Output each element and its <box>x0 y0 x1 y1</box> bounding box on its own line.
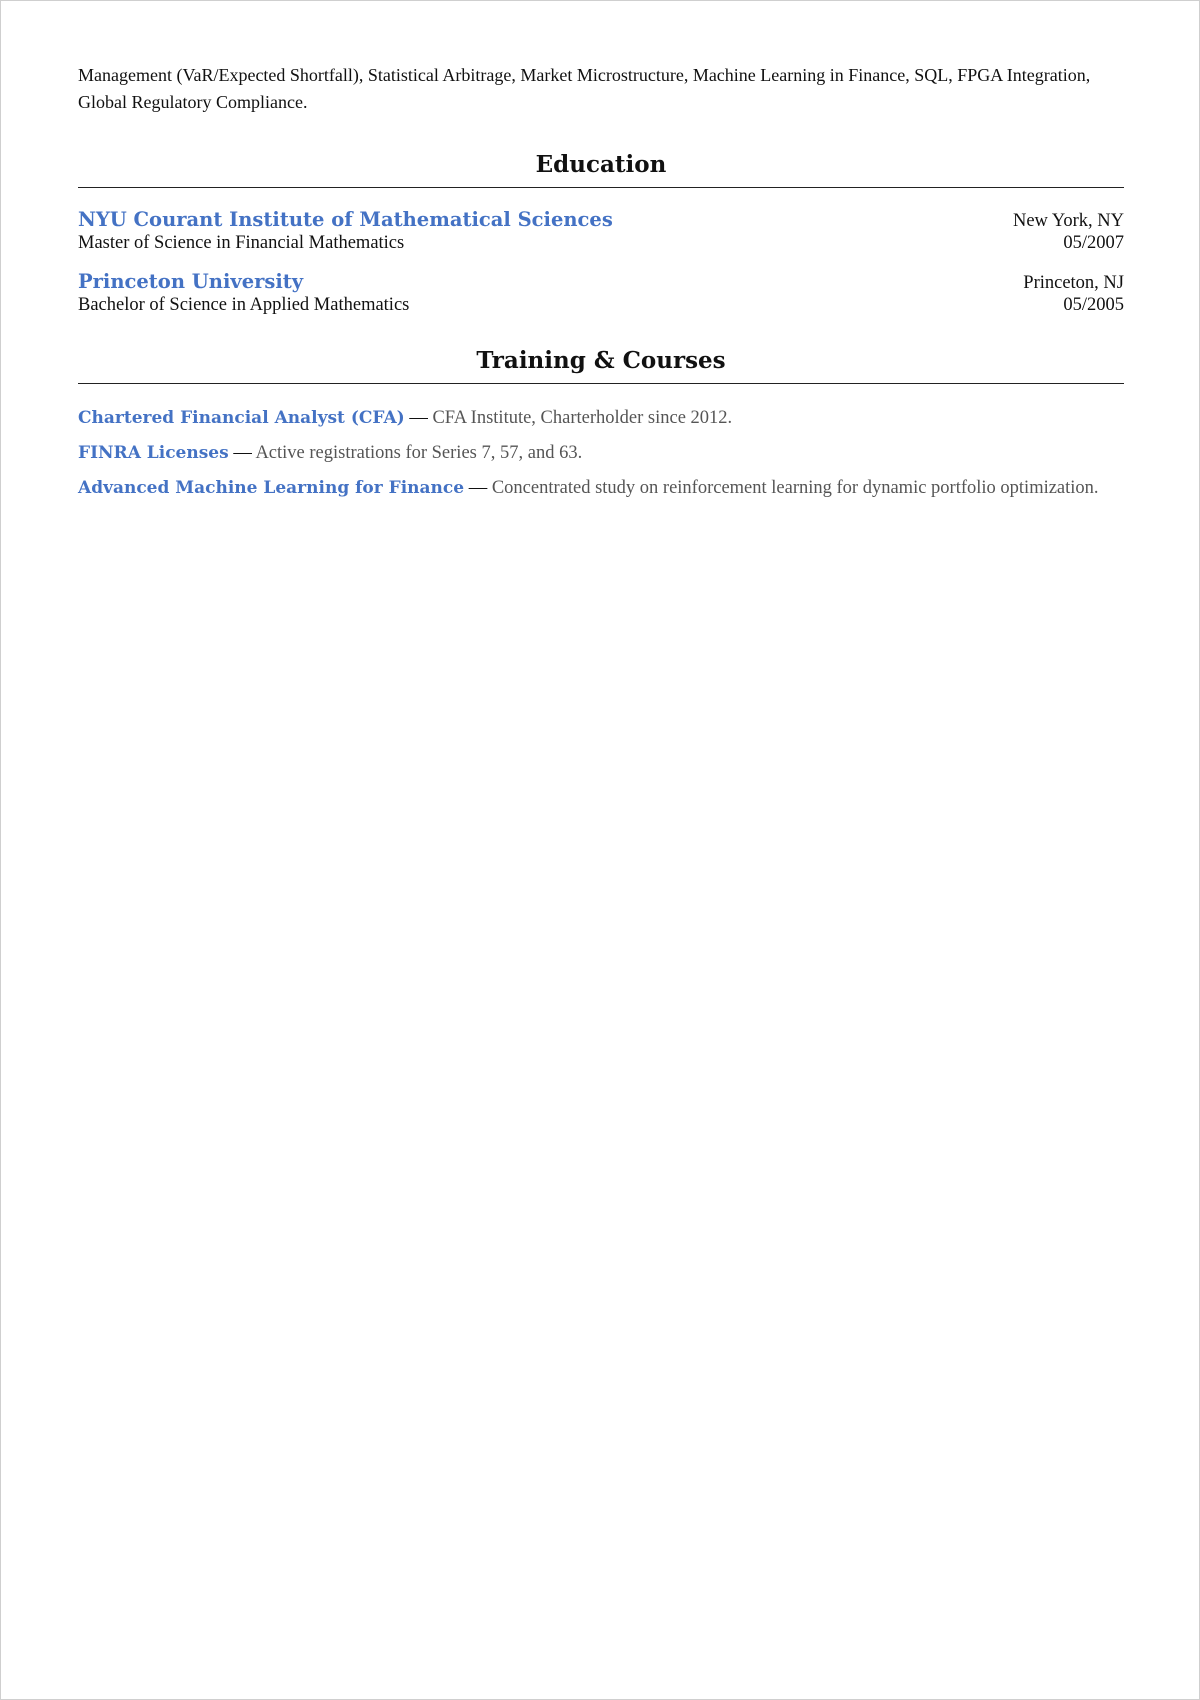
education-location: Princeton, NJ <box>1023 273 1124 293</box>
training-item <box>78 442 1124 464</box>
education-divider <box>78 187 1124 188</box>
education-entry <box>78 271 1124 316</box>
education-date: 05/2007 <box>1063 233 1124 253</box>
training-item-description: Active registrations for Series 7, 57, and 63. <box>255 443 583 463</box>
training-item-separator: — <box>468 478 492 498</box>
education-school: NYU Courant Institute of Mathematical Sciences <box>78 208 613 231</box>
skills-continuation-text: Management (VaR/Expected Shortfall), Statistical Arbitrage, Market Microstructure, Machine Learning in Finance, SQL, FPGA Integration, Global Regulatory Compliance. <box>78 65 1091 112</box>
education-location: New York, NY <box>1012 211 1124 231</box>
training-heading: Training & Courses <box>476 347 726 374</box>
education-school: Princeton University <box>78 270 304 293</box>
training-item-separator: — <box>233 443 256 463</box>
training-item-description: CFA Institute, Charterholder since 2012. <box>432 408 733 428</box>
training-item-title: Chartered Financial Analyst (CFA) <box>78 408 405 428</box>
education-degree: Bachelor of Science in Applied Mathematics <box>78 295 410 315</box>
education-heading: Education <box>535 151 667 178</box>
training-item-title: Advanced Machine Learning for Finance <box>78 478 465 498</box>
training-item-title: FINRA Licenses <box>78 443 229 463</box>
training-divider <box>78 383 1124 384</box>
training-item <box>78 407 1124 429</box>
training-item-separator: — <box>409 408 433 428</box>
education-date: 05/2005 <box>1063 295 1124 315</box>
training-item <box>78 477 1124 499</box>
education-entry <box>78 209 1124 254</box>
education-degree: Master of Science in Financial Mathematics <box>78 233 405 253</box>
training-item-description: Concentrated study on reinforcement learning for dynamic portfolio optimization. <box>491 478 1099 498</box>
